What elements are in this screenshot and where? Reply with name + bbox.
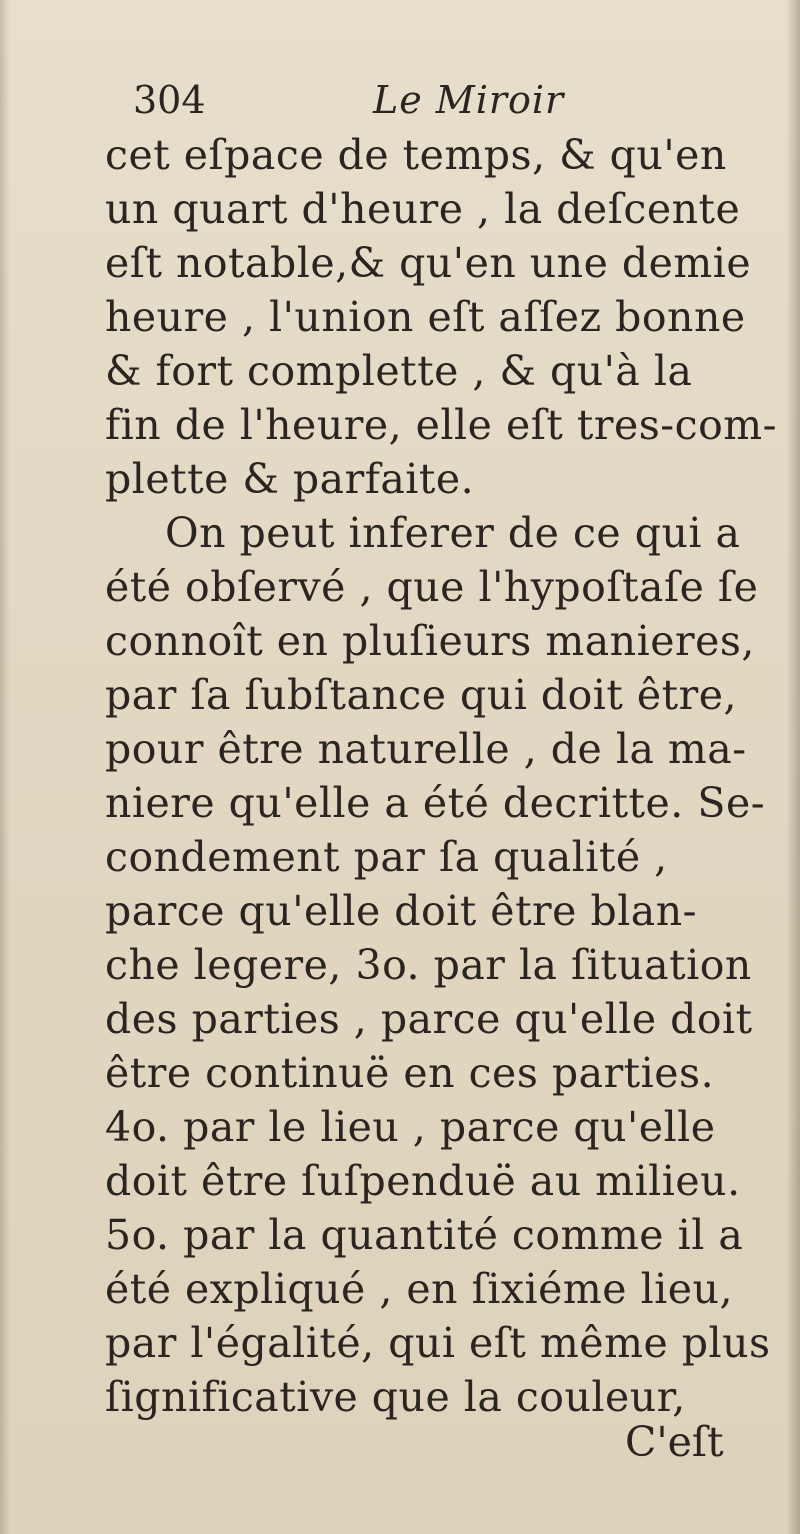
text-line: che legere, 3o. par la ſituation — [105, 941, 752, 989]
catchword: C'eſt — [625, 1418, 724, 1466]
text-line: 5o. par la quantité comme il a — [105, 1211, 744, 1259]
text-line: des parties , parce qu'elle doit — [105, 995, 753, 1043]
text-line: été obſervé , que l'hypoſtaſe ſe — [105, 563, 759, 611]
text-line: plette & parfaite. — [105, 455, 475, 503]
text-line: parce qu'elle doit être blan- — [105, 887, 698, 935]
paragraph-start-line: On peut inferer de ce qui a — [165, 509, 741, 557]
page-number: 304 — [133, 78, 206, 122]
text-line: par ſa ſubſtance qui doit être, — [105, 671, 738, 719]
text-line: être continuë en ces parties. — [105, 1049, 715, 1097]
page-shadow-left — [0, 0, 10, 1534]
text-line: un quart d'heure , la deſcente — [105, 185, 741, 233]
text-line: doit être ſuſpenduë au milieu. — [105, 1157, 741, 1205]
text-line: fin de l'heure, elle eſt tres-com- — [105, 401, 777, 449]
text-line: ſignificative que la couleur, — [105, 1373, 686, 1421]
text-line: par l'égalité, qui eſt même plus — [105, 1319, 771, 1367]
text-line: pour être naturelle , de la ma- — [105, 725, 747, 773]
text-line: condement par ſa qualité , — [105, 833, 668, 881]
text-line: été expliqué , en ſixiéme lieu, — [105, 1265, 733, 1313]
text-line: cet eſpace de temps, & qu'en — [105, 131, 727, 179]
body-text — [105, 128, 777, 1424]
page-shadow-right — [786, 0, 800, 1534]
text-line: eſt notable,& qu'en une demie — [105, 239, 752, 287]
text-line: heure , l'union eſt aſſez bonne — [105, 293, 746, 341]
running-title: Le Miroir — [373, 78, 565, 122]
text-line: niere qu'elle a été decritte. Se- — [105, 779, 766, 827]
text-line: 4o. par le lieu , parce qu'elle — [105, 1103, 716, 1151]
text-line: & fort complette , & qu'à la — [105, 347, 693, 395]
text-line: connoît en pluſieurs manieres, — [105, 617, 755, 665]
